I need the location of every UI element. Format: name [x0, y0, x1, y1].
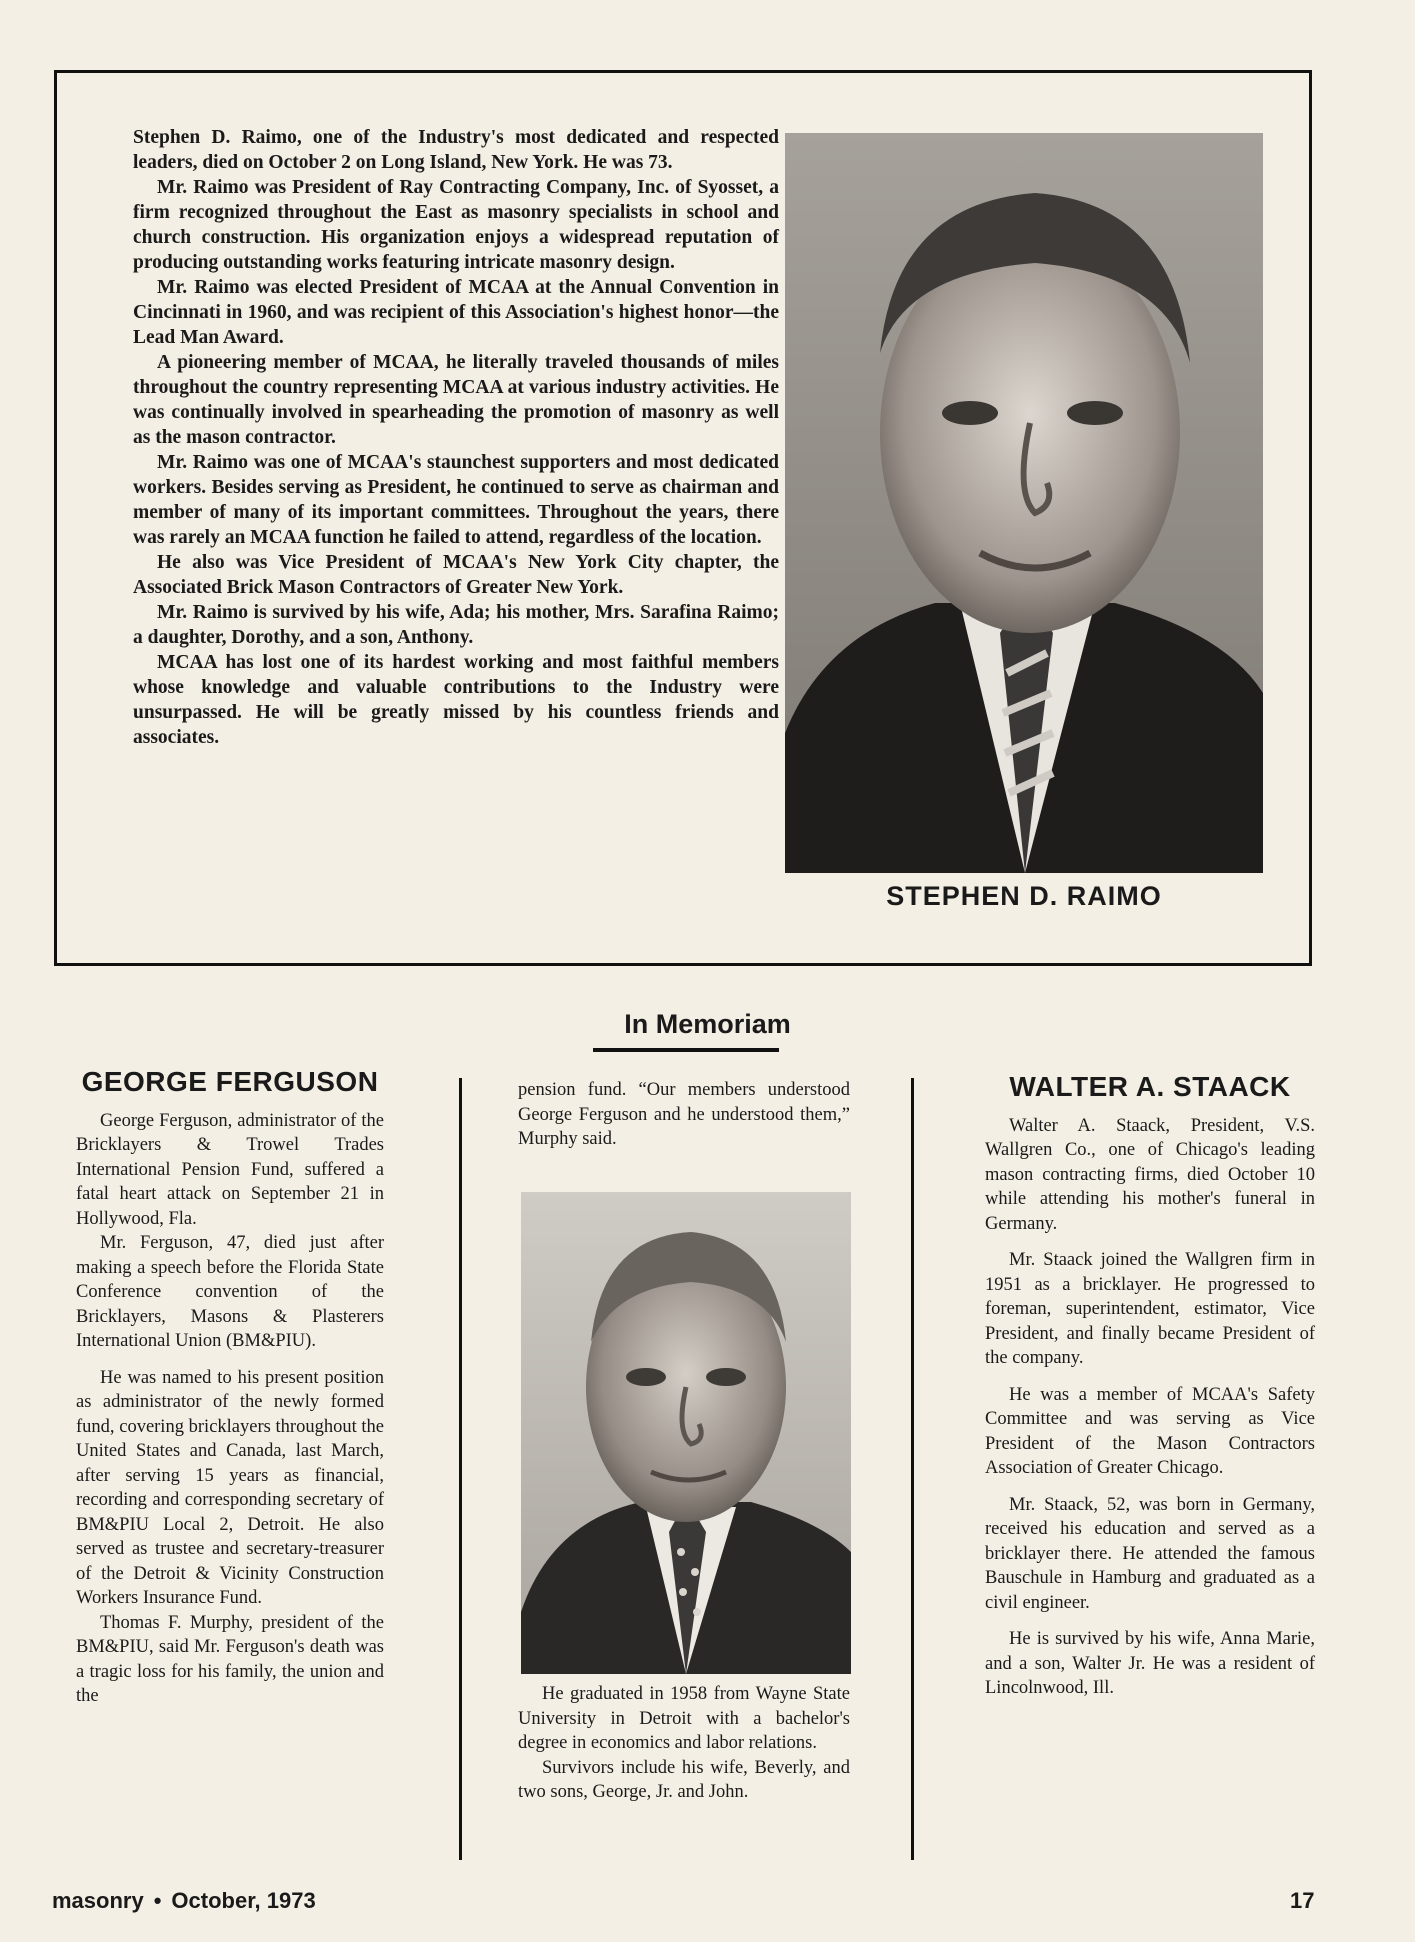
publication-name: masonry	[52, 1888, 144, 1913]
in-memoriam-heading: In Memoriam	[624, 1009, 791, 1039]
raimo-obituary-box	[54, 70, 1312, 966]
ferguson-paragraph: Mr. Ferguson, 47, died just after making a speech before the Florida State Conference convention of the Bricklayers, Masons & Plasterers International Union (BM&PIU).	[76, 1233, 384, 1351]
page-number: 17	[1290, 1888, 1315, 1913]
staack-paragraph: Mr. Staack, 52, was born in Germany, received his education and served as a bricklayer there. He attended the famous Bauschule in Hamburg and graduated as a civil engineer.	[985, 1494, 1315, 1613]
staack-paragraph: Walter A. Staack, President, V.S. Wallgren Co., one of Chicago's leading mason contracting firms, died October 10 while attending his mother's funeral in Germany.	[985, 1115, 1315, 1234]
staack-column	[985, 1071, 1315, 1701]
raimo-paragraph: Mr. Raimo is survived by his wife, Ada; his mother, Mrs. Sarafina Raimo; a daughter, Dorothy, and a son, Anthony.	[133, 602, 779, 648]
ferguson-column	[76, 1066, 384, 1709]
raimo-paragraph: Mr. Raimo was President of Ray Contracting Company, Inc. of Syosset, a firm recognized throughout the East as masonry specialists in school and church construction. His organization enjoys a widespread reputation of producing outstanding works featuring intricate masonry design.	[133, 177, 779, 273]
bullet-separator: •	[153, 1888, 162, 1913]
raimo-paragraph: MCAA has lost one of its hardest working and most faithful members whose knowledge and valuable contributions to the Industry were unsurpassed. He will be greatly missed by his countless friends and associates.	[133, 652, 779, 748]
ferguson-paragraph: He graduated in 1958 from Wayne State University in Detroit with a bachelor's degree in economics and labor relations.	[518, 1684, 850, 1753]
ferguson-paragraph: George Ferguson, administrator of the Bricklayers & Trowel Trades International Pension Fund, suffered a fatal heart attack on September 21 in Hollywood, Fla.	[76, 1110, 384, 1229]
raimo-portrait-photo	[785, 133, 1263, 873]
column-divider	[911, 1078, 914, 1860]
ferguson-paragraph: He was named to his present position as administrator of the newly formed fund, covering bricklayers throughout the United States and Canada, last March, after serving 15 years as financial, recording and corresponding secretary of BM&PIU Local 2, Detroit. He also served as trustee and secretary-treasurer of the Detroit & Vicinity Construction Workers Insurance Fund.	[76, 1367, 384, 1608]
raimo-paragraph: Mr. Raimo was one of MCAA's staunchest supporters and most dedicated workers. Besides serving as President, he continued to serve as chairman and member of many of its important committees. Throughout the years, there was rarely an MCAA function he failed to attend, regardless of the location.	[133, 452, 779, 548]
raimo-photo-caption: STEPHEN D. RAIMO	[886, 881, 1162, 911]
ferguson-continued-paragraph: pension fund. “Our members understood George Ferguson and he understood them,” Murphy said.	[518, 1080, 850, 1149]
ferguson-after-photo	[518, 1682, 850, 1805]
raimo-paragraph: He also was Vice President of MCAA's New York City chapter, the Associated Brick Mason Contractors of Greater New York.	[133, 552, 779, 598]
page-footer	[52, 1888, 316, 1914]
issue-date: October, 1973	[171, 1888, 316, 1913]
staack-heading: WALTER A. STAACK	[1009, 1071, 1291, 1102]
ferguson-paragraph: Thomas F. Murphy, president of the BM&PIU, said Mr. Ferguson's death was a tragic loss for his family, the union and the	[76, 1612, 384, 1706]
raimo-paragraph: Stephen D. Raimo, one of the Industry's most dedicated and respected leaders, died on October 2 on Long Island, New York. He was 73.	[133, 127, 779, 173]
staack-paragraph: He was a member of MCAA's Safety Committee and was serving as Vice President of the Mason Contractors Association of Greater Chicago.	[985, 1384, 1315, 1478]
ferguson-paragraph: Survivors include his wife, Beverly, and two sons, George, Jr. and John.	[518, 1757, 850, 1802]
raimo-obituary-text	[133, 125, 779, 750]
ferguson-portrait-photo	[521, 1192, 851, 1674]
ferguson-continued	[518, 1078, 850, 1152]
raimo-paragraph: A pioneering member of MCAA, he literally traveled thousands of miles throughout the country representing MCAA at various industry activities. He was continually involved in spearheading the promotion of masonry as well as the mason contractor.	[133, 352, 779, 448]
raimo-paragraph: Mr. Raimo was elected President of MCAA at the Annual Convention in Cincinnati in 1960, and was recipient of this Association's highest honor—the Lead Man Award.	[133, 277, 779, 348]
staack-paragraph: He is survived by his wife, Anna Marie, and a son, Walter Jr. He was a resident of Lincolnwood, Ill.	[985, 1629, 1315, 1698]
staack-paragraph: Mr. Staack joined the Wallgren firm in 1951 as a bricklayer. He progressed to foreman, superintendent, estimator, Vice President, and finally became President of the company.	[985, 1250, 1315, 1368]
ferguson-heading: GEORGE FERGUSON	[81, 1066, 379, 1097]
column-divider	[459, 1078, 462, 1860]
heading-underline	[593, 1048, 779, 1052]
